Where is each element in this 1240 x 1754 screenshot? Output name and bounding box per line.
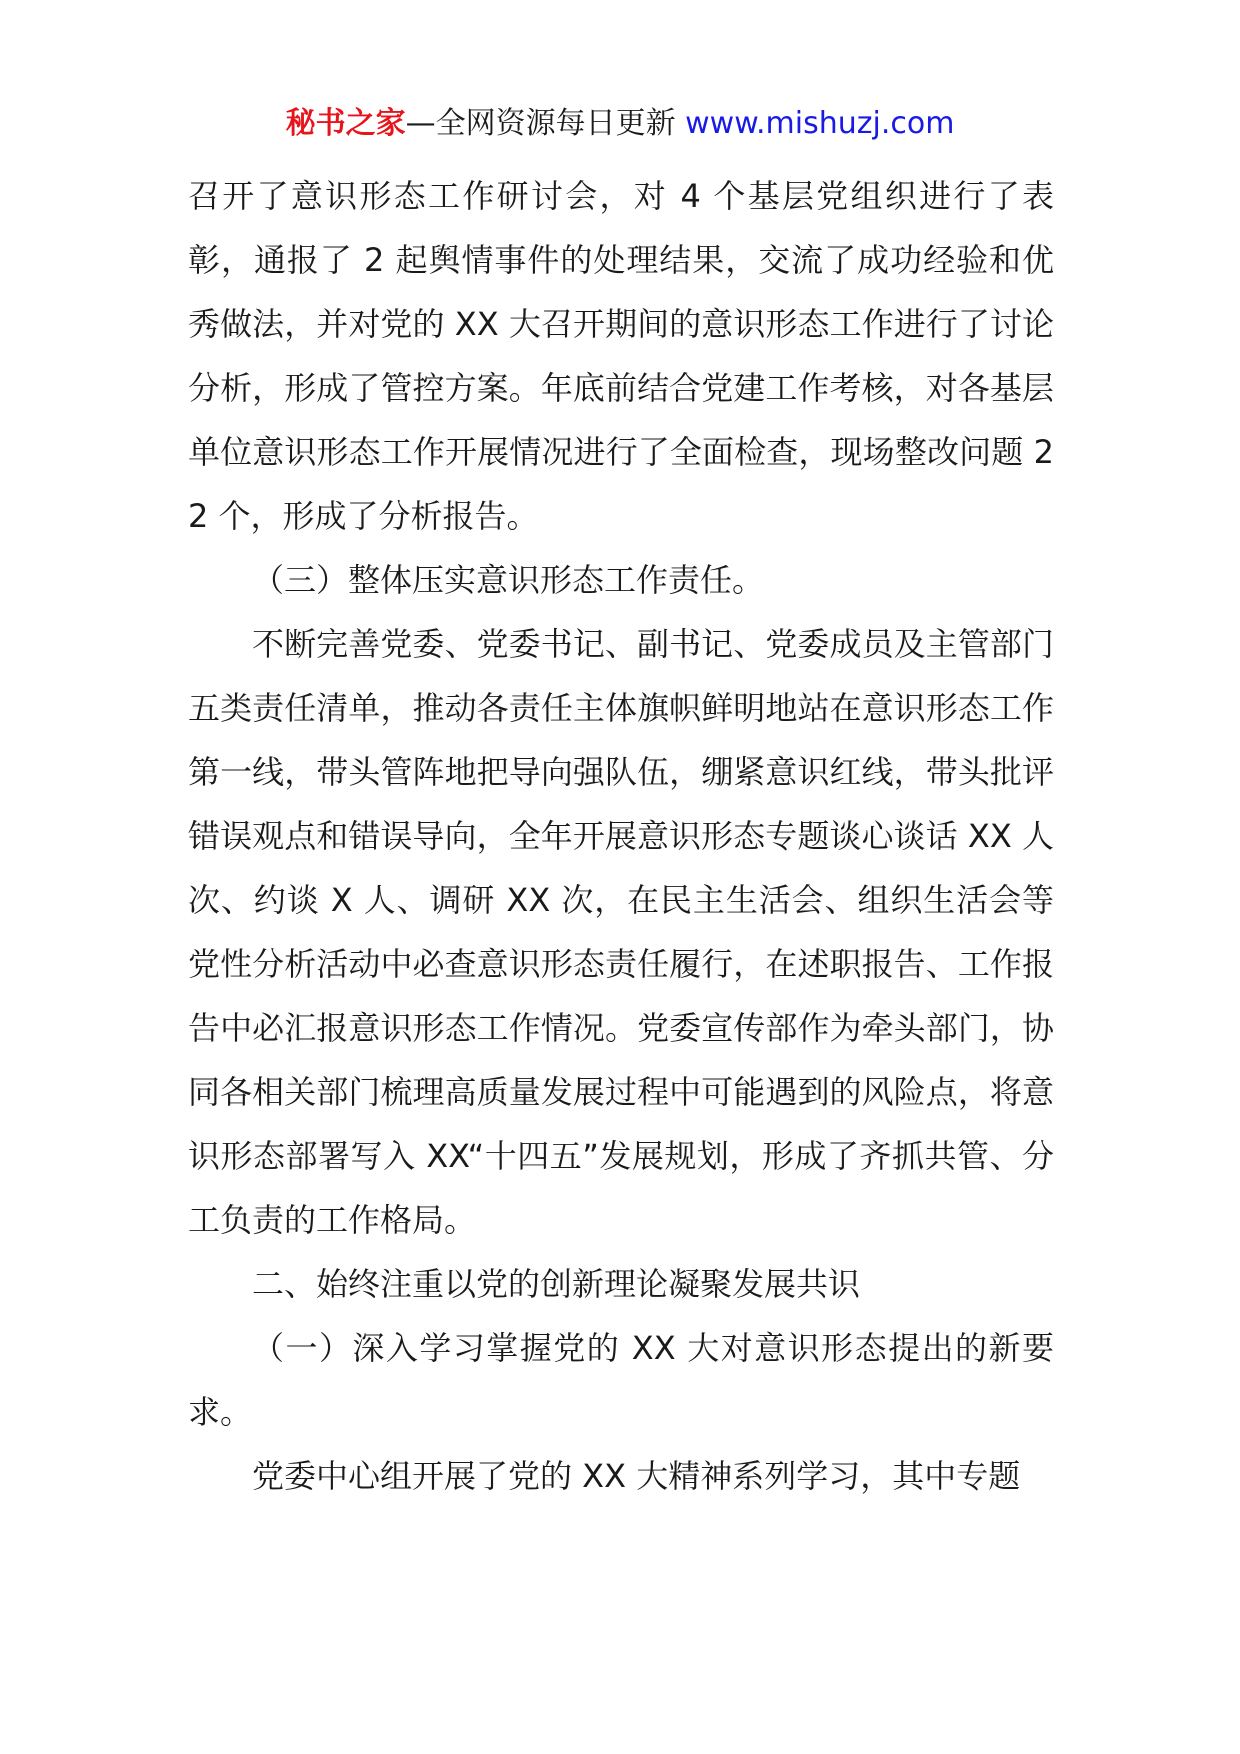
- subheading-3: （三）整体压实意识形态工作责任。: [252, 561, 765, 599]
- paragraph-continued: 召开了意识形态工作研讨会，对 4 个基层党组织进行了表彰，通报了 2 起舆情事件的处理结果，交流了成功经验和优秀做法，并对党的 XX 大召开期间的意识形态工作进行了讨论分析，形成了管控方案。年底前结合党建工作考核，对各基层单位意识形态工作开展情况进行了全面检查，现场整改问题 22 个，形成了分析报告。: [188, 177, 1054, 535]
- site-tagline: —全网资源每日更新: [405, 106, 686, 141]
- paragraph-responsibility: 不断完善党委、党委书记、副书记、党委成员及主管部门五类责任清单，推动各责任主体旗帜鲜明地站在意识形态工作第一线，带头管阵地把导向强队伍，绷紧意识红线，带头批评错误观点和错误导向，全年开展意识形态专题谈心谈话 XX 人次、约谈 X 人、调研 XX 次，在民主生活会、组织生活会等党性分析活动中必查意识形态责任履行，在述职报告、工作报告中必汇报意识形态工作情况。党委宣传部作为牵头部门，协同各相关部门梳理高质量发展过程中可能遇到的风险点，将意识形态部署写入 XX“十四五”发展规划，形成了齐抓共管、分工负责的工作格局。: [188, 625, 1054, 1239]
- site-brand: 秘书之家: [285, 106, 406, 141]
- page-header: [0, 102, 1240, 146]
- document-body: [188, 164, 1054, 1508]
- subheading-1: （一）深入学习掌握党的 XX 大对意识形态提出的新要求。: [188, 1329, 1054, 1431]
- site-url-link[interactable]: www.mishuzj.com: [685, 106, 955, 141]
- section-heading-2: 二、始终注重以党的创新理论凝聚发展共识: [252, 1265, 861, 1303]
- paragraph-study: 党委中心组开展了党的 XX 大精神系列学习，其中专题: [252, 1457, 1021, 1495]
